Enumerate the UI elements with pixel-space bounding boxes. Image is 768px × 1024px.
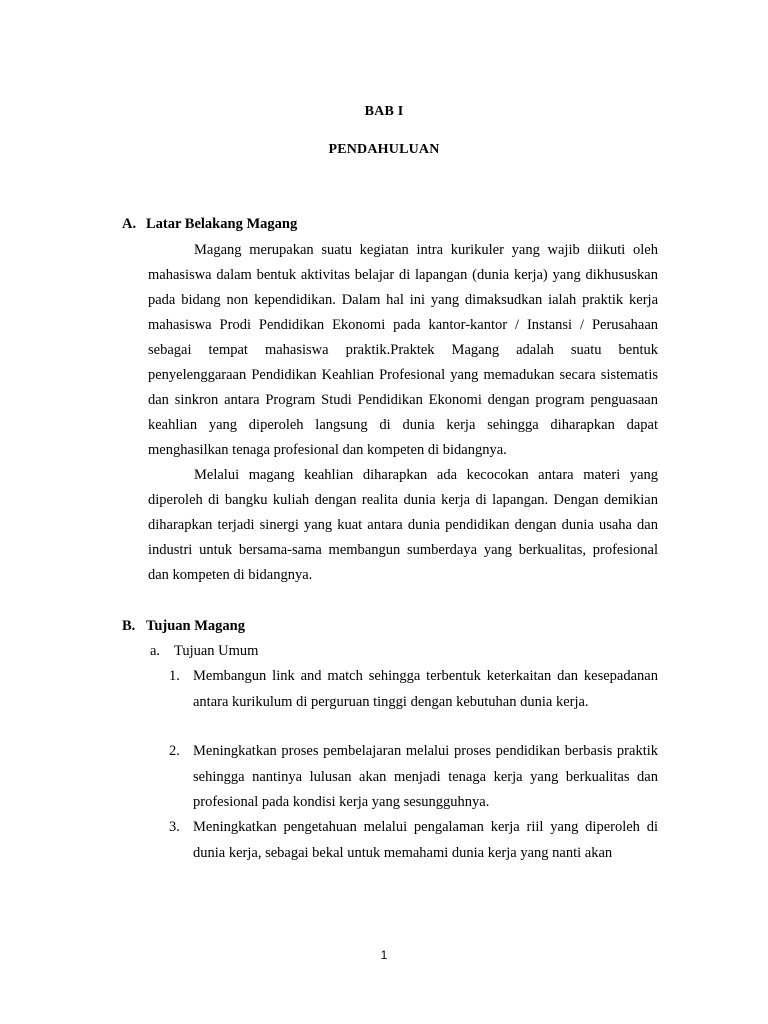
subsection-letter: a. [150,643,161,659]
list-number: 2. [169,743,180,759]
list-item: Membangun link and match sehingga terbentuk keterkaitan dan kesepadanan antara kurikulum di perguruan tinggi dengan kebutuhan dunia kerja. [193,668,658,710]
subsection-heading: Tujuan Umum [174,643,259,659]
list-item: Meningkatkan pengetahuan melalui pengalaman kerja riil yang diperoleh di dunia kerja, sebagai bekal untuk memahami dunia kerja yang nanti akan [193,819,658,861]
section-b-letter: B. [122,618,136,634]
section-a-heading: Latar Belakang Magang [146,216,298,232]
section-a-body [148,238,658,588]
section-b-heading: Tujuan Magang [146,618,245,634]
paragraph: Magang merupakan suatu kegiatan intra kurikuler yang wajib diikuti oleh mahasiswa dalam bentuk aktivitas belajar di lapangan (dunia kerja) yang dikhususkan pada bidang non kependidikan. Dalam hal ini yang dimaksudkan ialah praktik kerja mahasiswa Prodi Pendidikan Ekonomi pada kantor-kantor / Instansi / Perusahaan sebagai tempat mahasiswa praktik.Praktek Magang adalah suatu bentuk penyelenggaraan Pendidikan Keahlian Profesional yang memadukan secara sistematis dan sinkron antara Program Studi Pendidikan Ekonomi dengan program penguasaan keahlian yang diperoleh langsung di dunia kerja sehingga diharapkan dapat menghasilkan tenaga profesional dan kompeten di bidangnya. [148,242,658,458]
chapter-title: PENDAHULUAN [328,142,440,157]
list-number: 3. [169,819,180,835]
section-a-letter: A. [122,216,137,232]
chapter-label: BAB I [364,104,404,119]
list-number: 1. [169,668,180,684]
paragraph: Melalui magang keahlian diharapkan ada kecocokan antara materi yang diperoleh di bangku kuliah dengan realita dunia kerja di lapangan. Dengan demikian diharapkan terjadi sinergi yang kuat antara dunia pendidikan dengan dunia usaha dan industri untuk bersama-sama membangun sumberdaya yang berkualitas, profesional dan kompeten di bidangnya. [148,467,658,583]
list-item: Meningkatkan proses pembelajaran melalui proses pendidikan berbasis praktik sehingga nantinya lulusan akan menjadi tenaga kerja yang berkualitas dan profesional pada kondisi kerja yang sesungguhnya. [193,743,658,810]
page-number: 1 [380,948,388,962]
